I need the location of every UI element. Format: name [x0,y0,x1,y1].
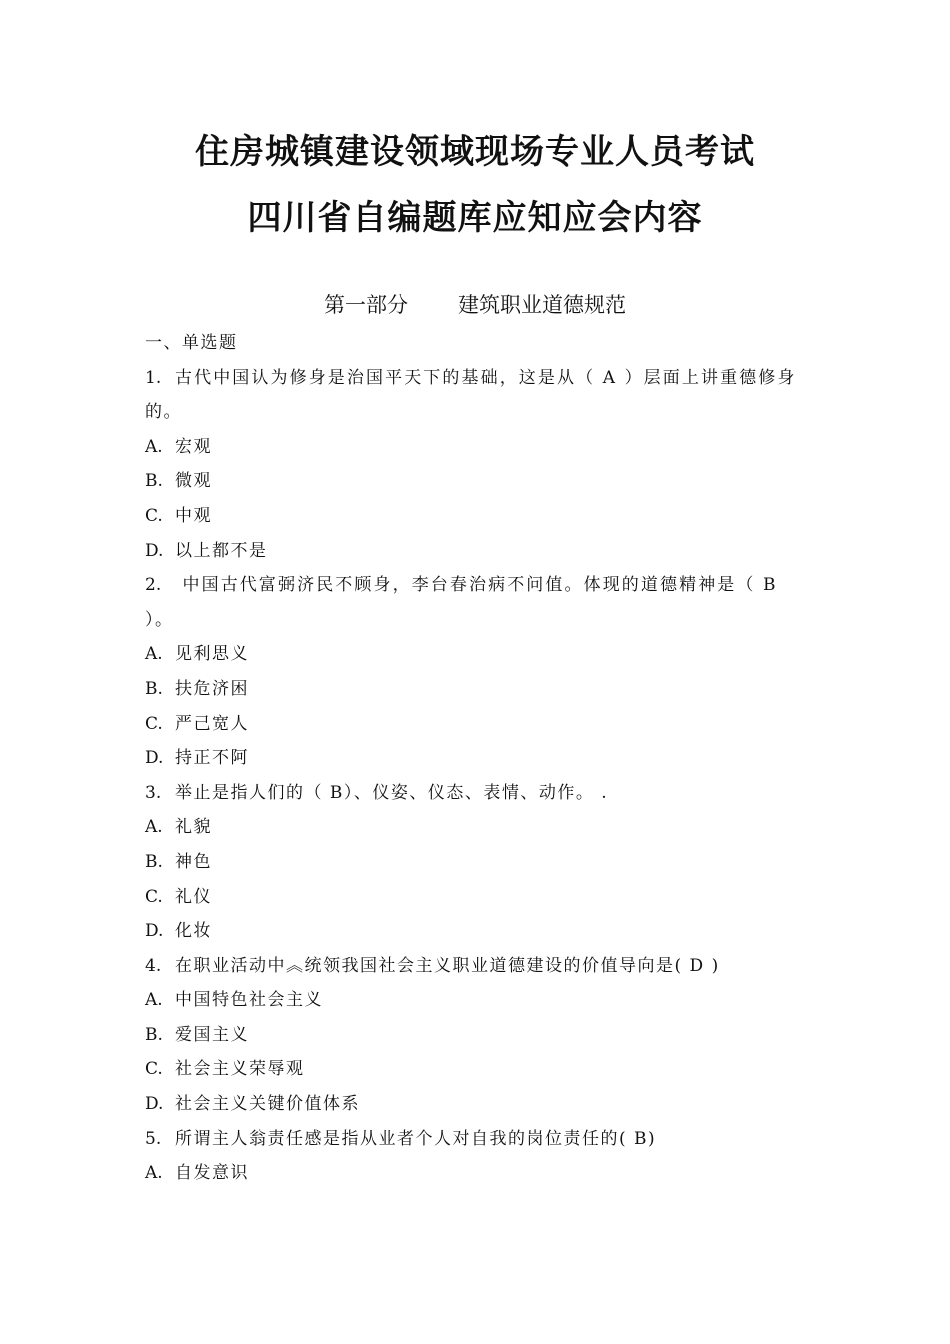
section-heading [0,290,950,320]
question-4 [145,949,817,984]
question-text: 所谓主人翁责任感是指从业者个人对自我的岗位责任的( B) [175,1128,657,1149]
question-3 [145,776,817,811]
question-number: 4. [145,955,162,976]
section-name: 建筑职业道德规范 [458,293,626,317]
option-letter: A. [145,436,163,457]
option-item [145,1156,817,1191]
question-list [145,326,817,1191]
option-letter: A. [145,1163,163,1184]
question-1-continuation: 的。 [145,402,182,423]
option-letter: B. [145,851,163,872]
question-text: 在职业活动中︽统领我国社会主义职业道德建设的价值导向是( D ) [175,955,720,976]
question-2-continuation: ）。 [145,609,174,630]
option-item [145,741,817,776]
option-text: 礼仪 [175,886,212,907]
option-text: 严己宽人 [175,713,249,734]
option-letter: D. [145,1094,164,1115]
option-item [145,880,817,915]
option-letter: B. [145,1024,163,1045]
option-item [145,914,817,949]
option-item [145,707,817,742]
option-letter: C. [145,713,163,734]
option-letter: C. [145,886,163,907]
option-item [145,845,817,880]
question-text: 古代中国认为修身是治国平天下的基础，这是从（ A ）层面上讲重德修身 [175,367,797,388]
option-letter: D. [145,540,164,561]
option-item [145,499,817,534]
option-text: 微观 [175,471,212,492]
option-text: 社会主义关键价值体系 [175,1094,360,1115]
question-5 [145,1122,817,1157]
option-text: 社会主义荣辱观 [175,1059,305,1080]
option-text: 持正不阿 [175,748,249,769]
option-text: 爱国主义 [175,1024,249,1045]
option-text: 宏观 [175,436,212,457]
option-text: 扶危济困 [175,678,249,699]
option-letter: A. [145,990,163,1011]
option-letter: C. [145,505,163,526]
option-item [145,1018,817,1053]
document-title-line-1: 住房城镇建设领域现场专业人员考试 [195,132,755,172]
option-text: 以上都不是 [175,540,268,561]
question-1 [145,361,817,396]
option-letter: D. [145,921,164,942]
option-text: 中观 [175,505,212,526]
option-text: 见利思义 [175,644,249,665]
question-number: 3. [145,782,162,803]
option-letter: B. [145,471,163,492]
question-number: 1. [145,367,162,388]
option-item [145,430,817,465]
option-letter: A. [145,817,163,838]
option-item [145,464,817,499]
option-item [145,672,817,707]
section-part: 第一部分 [324,293,408,317]
option-text: 礼貌 [175,817,212,838]
option-text: 自发意识 [175,1163,249,1184]
option-text: 中国特色社会主义 [175,990,323,1011]
option-item [145,534,817,569]
question-2 [145,568,817,603]
option-item [145,810,817,845]
option-item [145,1087,817,1122]
question-text: 中国古代富弼济民不顾身，李台春治病不问值。体现的道德精神是（ B [175,575,778,596]
question-text: 举止是指人们的（ B）、仪姿、仪态、表情、动作。 . [175,782,609,803]
option-letter: B. [145,678,163,699]
document-title-line-2: 四川省自编题库应知应会内容 [247,198,703,238]
question-number: 5. [145,1128,162,1149]
question-category: 一、单选题 [145,333,238,353]
option-letter: A. [145,644,163,665]
option-letter: D. [145,748,164,769]
option-item [145,1052,817,1087]
question-number: 2. [145,575,162,596]
option-text: 化妆 [175,921,212,942]
option-letter: C. [145,1059,163,1080]
option-text: 神色 [175,851,212,872]
option-item [145,637,817,672]
option-item [145,983,817,1018]
